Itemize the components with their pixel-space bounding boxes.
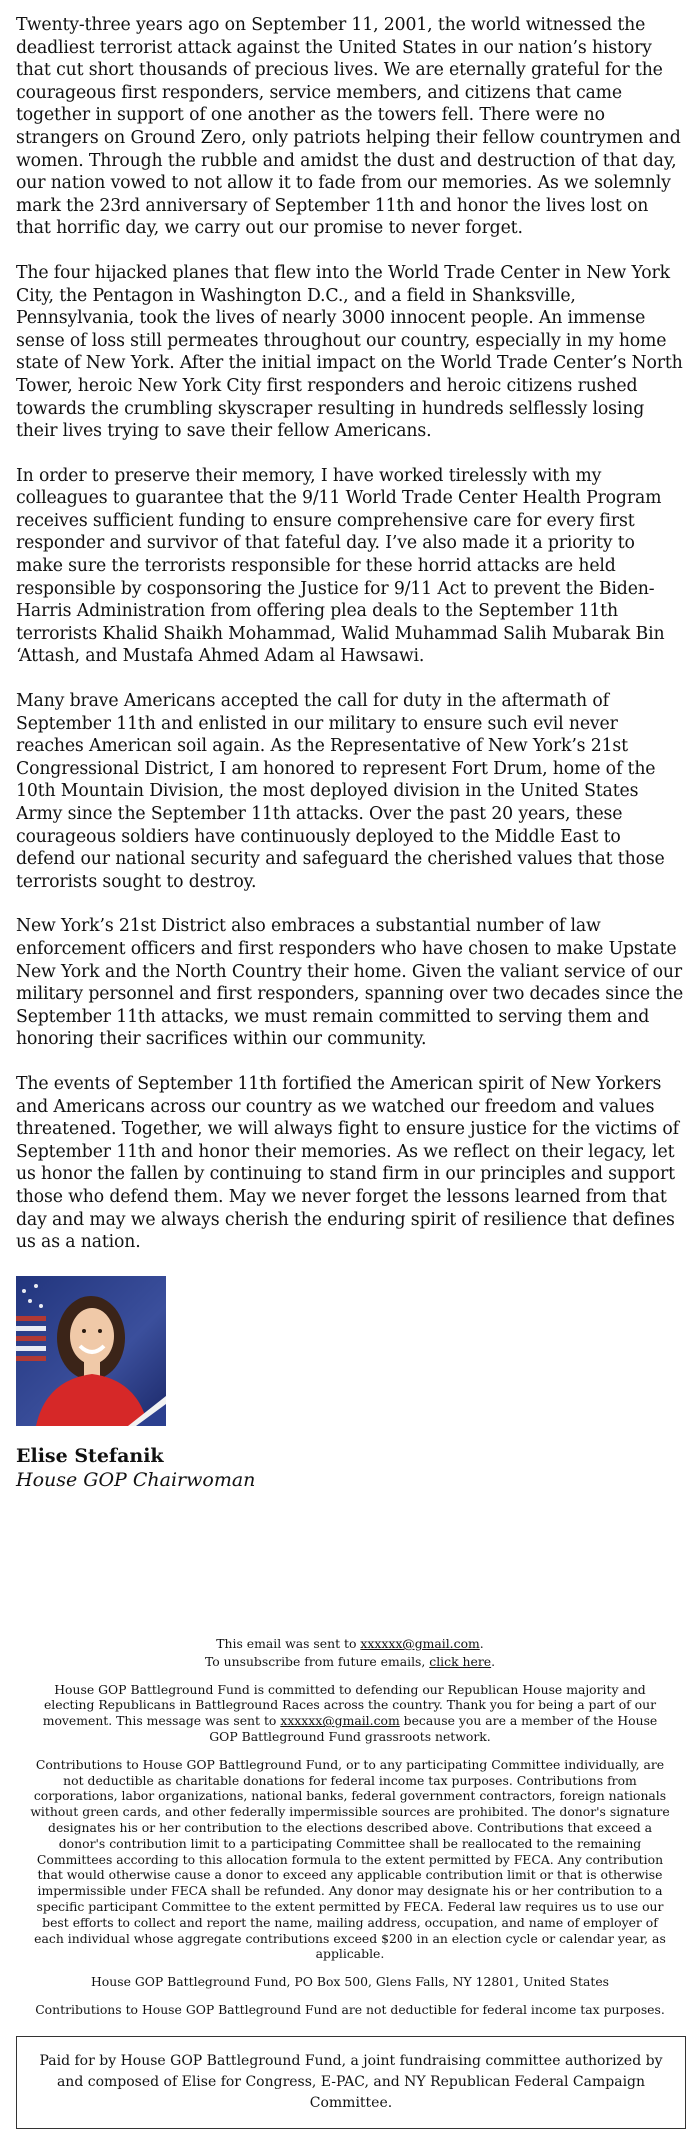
mailing-address: House GOP Battleground Fund, PO Box 500, Glens Falls, NY 12801, United States	[90, 1974, 610, 1990]
portrait-photo	[16, 1276, 166, 1426]
paid-for-box: Paid for by House GOP Battleground Fund, a joint fundraising committee authorized by and composed of Elise for Congress, E-PAC, and NY Republican Federal Campaign Committee.	[16, 2036, 686, 2129]
unsubscribe-line	[30, 1654, 670, 1670]
commitment-email-link[interactable]: xxxxxx@gmail.com	[280, 1713, 400, 1729]
body-paragraph-5: New York’s 21st District also embraces a substantial number of law enforcement officers and first responders who have chosen to make Upstate New York and the North Country their home. Given the valiant service of our military personnel and first responders, spanning over two decades since the September 11th attacks, we must remain committed to serving them and honoring their sacrifices within our community.	[16, 916, 684, 1050]
body-paragraph-6: The events of September 11th fortified the American spirit of New Yorkers and Americans across our country as we watched our freedom and values threatened. Together, we will always fight to ensure justice for the victims of September 11th and honor their memories. As we reflect on their legacy, let us honor the fallen by continuing to stand firm in our principles and support those who defend them. May we never forget the lessons learned from that day and may we always cherish the enduring spirit of resilience that defines us as a nation.	[16, 1073, 679, 1253]
commitment-suffix: because you are a member of the House GOP Battleground Fund grassroots network.	[209, 1713, 658, 1744]
signature-name: Elise Stefanik	[16, 1444, 164, 1467]
sent-to-email-link[interactable]: xxxxxx@gmail.com	[360, 1636, 480, 1651]
body-paragraph-3: In order to preserve their memory, I have worked tirelessly with my colleagues to guarantee that the 9/11 World Trade Center Health Program receives sufficient funding to ensure comprehensive care for every first responder and survivor of that fateful day. I’ve also made it a priority to make sure the terrorists responsible for these horrid attacks are held responsible by cosponsoring the Justice for 9/11 Act to prevent the Biden-Harris Administration from offering plea deals to the September 11th terrorists Khalid Shaikh Mohammad, Walid Muhammad Salih Mubarak Bin ‘Attash, and Mustafa Ahmed Adam al Hawsawi.	[16, 465, 665, 667]
sent-to-prefix: This email was sent to	[216, 1636, 361, 1651]
commitment-prefix: House GOP Battleground Fund is committed to defending our Republican House majority and electing Republicans in Battleground Races across the country. Thank you for being a part of our movement. This message was sent to	[42, 1681, 657, 1729]
signature-title: House GOP Chairwoman	[16, 1468, 256, 1491]
body-paragraph-4: Many brave Americans accepted the call for duty in the aftermath of September 11th and enlisted in our military to ensure such evil never reaches American soil again. As the Representative of New York’s 21st Congressional District, I am honored to represent Fort Drum, home of the 10th Mountain Division, the most deployed division in the United States Army since the September 11th attacks. Over the past 20 years, these courageous soldiers have continuously deployed to the Middle East to defend our national security and safeguard the cherished values that those terrorists sought to destroy.	[16, 691, 665, 892]
unsubscribe-prefix: To unsubscribe from future emails,	[204, 1653, 430, 1669]
not-deductible-notice: Contributions to House GOP Battleground Fund are not deductible for federal income tax purposes.	[35, 2001, 665, 2017]
portrait-illustration	[16, 1276, 166, 1426]
unsubscribe-link[interactable]: click here	[429, 1653, 492, 1669]
email-footer	[0, 1636, 700, 2030]
body-paragraph-2: The four hijacked planes that flew into the World Trade Center in New York City, the Pentagon in Washington D.C., and a field in Shanksville, Pennsylvania, took the lives of nearly 3000 innocent people. An immense sense of loss still permeates throughout our country, especially in my home state of New York. After the initial impact on the World Trade Center’s North Tower, heroic New York City first responders and heroic citizens rushed towards the crumbling skyscraper resulting in hundreds selflessly losing their lives trying to save their fellow Americans.	[16, 262, 683, 442]
sent-to-suffix: .	[479, 1636, 484, 1651]
sent-to-line	[30, 1636, 670, 1652]
unsubscribe-suffix: .	[491, 1653, 496, 1669]
contributions-disclaimer: Contributions to House GOP Battleground Fund, or to any participating Committee individually, are not deductible as charitable donations for federal income tax purposes. Contributions from corporations, labor organizations, national banks, federal government contractors, foreign nationals without green cards, and other federally impermissible sources are prohibited. The donor's signature designates his or her contribution to the elections described above. Contributions that exceed a donor's contribution limit to a participating Committee shall be reallocated to the remaining Committees according to this allocation formula to the extent permitted by FECA. Any contribution that would otherwise cause a donor to exceed any applicable contribution limit or that is otherwise impermissible under FECA shall be refunded. Any donor may designate his or her contribution to a specific participant Committee to the extent permitted by FECA. Federal law requires us to use our best efforts to collect and report the name, mailing address, occupation, and name of employer of each individual whose aggregate contributions exceed $200 in an election cycle or calendar year, as applicable.	[30, 1756, 670, 1962]
body-paragraph-1: Twenty-three years ago on September 11, 2001, the world witnessed the deadliest terrorist attack against the United States in our nation’s history that cut short thousands of precious lives. We are eternally grateful for the courageous first responders, service members, and citizens that came together in support of one another as the towers fell. There were no strangers on Ground Zero, only patriots helping their fellow countrymen and women. Through the rubble and amidst the dust and destruction of that day, our nation vowed to not allow it to fade from our memories. As we solemnly mark the 23rd anniversary of September 11th and honor the lives lost on that horrific day, we carry out our promise to never forget.	[16, 15, 681, 239]
commitment-paragraph	[30, 1682, 670, 1745]
